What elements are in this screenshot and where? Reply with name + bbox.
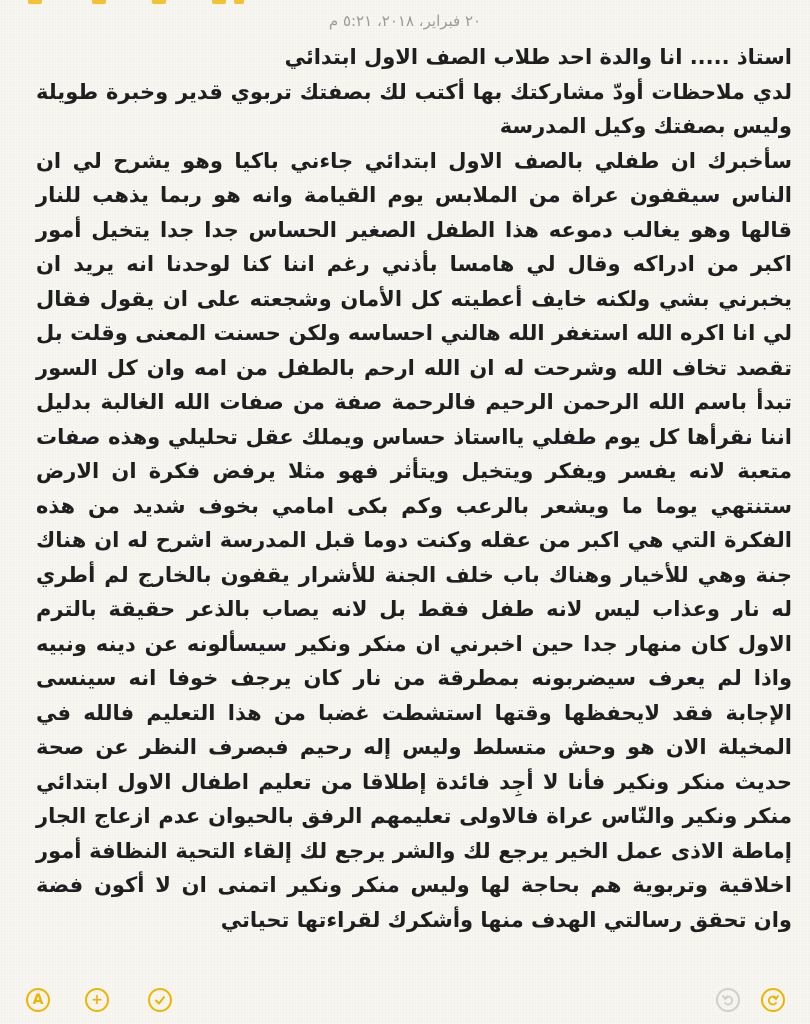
plus-circle-icon[interactable]: + bbox=[85, 988, 109, 1012]
markup-a-icon[interactable]: A bbox=[26, 988, 50, 1012]
top-toolbar-icon-fragment bbox=[92, 0, 106, 4]
note-paragraph-intro: لدي ملاحظات أودّ مشاركتك بها أكتب لك بصفتك تربوي قدير وخبرة طويلة وليس بصفتك وكيل المدرسة bbox=[36, 79, 792, 138]
top-toolbar-icon-fragment bbox=[28, 0, 42, 4]
note-paragraph-main: سأخبرك ان طفلي بالصف الاول ابتدائي جاءني باكيا وهو يشرح لي ان الناس سيقفون عراة من الملابس يوم القيامة وانه هو ربما يذهب للنار قالها وهو يغالب دموعه هذا الطفل الصغير الحساس جدا جدا يتخيل أمور اكبر من ادراكه وقال لي هامسا بأذني رغم اننا كنا لوحدنا انه يريد ان يخبرني بشي ولكنه خايف أعطيته كل الأمان وشجعته على ان يقول فقال لي انا اكره الله استغفر الله هالني احساسه ولكن حسنت المعنى وقلت بل تقصد تخاف الله وشرحت له ان الله ارحم بالطفل من امه وان كل السور تبدأ باسم الله الرحمن الرحيم فالرحمة صفة من صفات الله الغالبة بدليل اننا نقرأها كل يوم طفلي يااستاذ حساس ويملك عقل تحليلي وهذه صفات متعبة لانه يفسر ويفكر ويتخيل ويتأثر فهو مثلا يرفض فكرة ان الارض ستنتهي يوما ما ويشعر بالرعب وكم بكى امامي بخوف شديد من هذه الفكرة التي هي اكبر من عقله وكنت دوما قبل المدرسة اشرح له ان هناك جنة وهي للأخيار وهناك باب خلف الجنة للأشرار يقفون بالخارج لم أطري له نار وعذاب ليس لانه طفل فقط بل لانه يصاب بالذعر حقيقة بالترم الاول كان منهار جدا حين اخبرني ان منكر ونكير سيسألونه عن دينه ونبيه واذا لم يعرف سيضربونه بمطرقة من نار كان يرجف خوفا انه سينسى الإجابة فقد لايحفظها وقتها استشطت غضبا من هذا التعليم فالله في المخيلة الان هو وحش متسلط وليس إله رحيم فبصرف النظر عن صحة حديث منكر ونكير فأنا لا أجِد فائدة إطلاقا من تعليم اطفال الاول ابتدائي منكر ونكير والنّاس عراة فالاولى تعليمهم الرفق بالحيوان عدم ازعاج الجار إماطة الاذى عمل الخير يرجع لك والشر يرجع لك إلقاء التحية النظافة أمور اخلاقية وتربوية هم بحاجة لها وليس منكر ونكير اتمنى ان لا أكون فضة وان تحقق رسالتي الهدف منها وأشكرك لقراءتها تحياتي bbox=[36, 148, 792, 932]
top-toolbar-remnant bbox=[0, 0, 810, 8]
note-timestamp: ٢٠ فبراير، ٢٠١٨، ٥:٢١ م bbox=[328, 12, 482, 30]
top-toolbar-icon-fragment bbox=[152, 0, 166, 4]
redo-icon[interactable] bbox=[761, 988, 785, 1012]
checkmark-circle-icon[interactable] bbox=[148, 988, 172, 1012]
top-toolbar-icon-fragment bbox=[234, 0, 244, 4]
note-paragraph-greeting: استاذ ..... انا والدة احد طلاب الصف الاول ابتدائي bbox=[284, 45, 792, 69]
top-toolbar-icon-fragment bbox=[212, 0, 226, 4]
note-body[interactable] bbox=[36, 40, 792, 937]
bottom-toolbar bbox=[0, 980, 810, 1024]
undo-icon[interactable] bbox=[716, 988, 740, 1012]
